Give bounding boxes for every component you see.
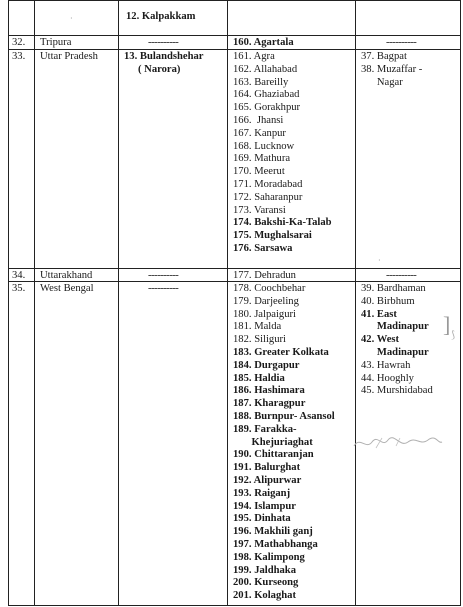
list-item: 168. Lucknow	[233, 140, 295, 152]
dash-placeholder: ----------	[386, 37, 417, 48]
stray-mark: ·	[378, 256, 381, 265]
list-item: 172. Saharanpur	[233, 191, 303, 203]
list-item: 165. Gorakhpur	[233, 102, 301, 114]
list-item: 171. Moradabad	[233, 178, 303, 190]
row-number: 35.	[12, 283, 26, 294]
state-name: Uttar Pradesh	[40, 51, 98, 62]
rule-col-2	[34, 0, 35, 606]
city-list	[233, 51, 332, 256]
list-item: 41. East	[361, 308, 397, 320]
row-number: 32.	[12, 37, 26, 48]
list-item: 167. Kanpur	[233, 127, 286, 139]
dash-placeholder: ----------	[148, 270, 179, 281]
city-list	[233, 283, 335, 603]
rule-col-3	[118, 0, 119, 606]
list-item: Nagar	[361, 76, 403, 88]
list-item: 161. Agra	[233, 51, 275, 62]
list-item: 37. Bagpat	[361, 51, 407, 62]
row-number: 33.	[12, 51, 26, 62]
rule-col-right	[460, 0, 461, 606]
list-item: 42. West	[361, 334, 400, 346]
list-item: 200. Kurseong	[233, 577, 299, 589]
list-item: 179. Darjeeling	[233, 295, 299, 307]
list-item: 178. Coochbehar	[233, 283, 306, 294]
list-item: 182. Siliguri	[233, 334, 286, 346]
list-item: 176. Sarsawa	[233, 242, 293, 254]
list-item: 170. Meerut	[233, 166, 285, 178]
list-item: Khejuriaghat	[233, 436, 313, 448]
list-item: 197. Mathabhanga	[233, 538, 318, 550]
handwritten-mark: ⟆	[451, 330, 455, 341]
list-item: 173. Varansi	[233, 204, 286, 216]
dash-placeholder: ----------	[386, 270, 417, 281]
list-item: 43. Hawrah	[361, 359, 411, 371]
list-item: 201. Kolaghat	[233, 590, 296, 602]
list-item: 191. Balurghat	[233, 462, 301, 474]
stray-mark: ·	[70, 14, 73, 23]
state-name: West Bengal	[40, 283, 94, 294]
list-item: 169. Mathura	[233, 153, 291, 165]
list-item: 198. Kalimpong	[233, 551, 305, 563]
list-item: 188. Burnpur- Asansol	[233, 410, 335, 422]
row-number: 34.	[12, 270, 26, 281]
list-item: Madinapur	[361, 346, 429, 358]
list-item: 166. Jhansi	[233, 114, 284, 126]
list-item: 186. Hashimara	[233, 385, 305, 397]
signature-mark	[352, 434, 444, 455]
rule-row-34-top	[8, 268, 461, 269]
list-item: 183. Greater Kolkata	[233, 346, 329, 358]
list-item: 181. Malda	[233, 321, 282, 333]
list-item: 192. Alipurwar	[233, 474, 302, 486]
rule-col-4	[227, 0, 228, 606]
state-name: Uttarakhand	[40, 270, 93, 281]
rule-col-left	[8, 0, 9, 606]
list-item: 184. Durgapur	[233, 359, 300, 371]
list-item: 196. Makhili ganj	[233, 526, 313, 538]
rule-top	[8, 0, 461, 1]
list-item: 195. Dinhata	[233, 513, 291, 525]
bracket-mark: ]	[443, 312, 451, 337]
list-item: Madinapur	[361, 321, 429, 333]
list-item: 175. Mughalsarai	[233, 230, 312, 242]
city-list: 177. Dehradun	[233, 270, 296, 281]
rule-col-5	[355, 0, 356, 606]
dash-placeholder: ----------	[148, 283, 179, 294]
state-name: Tripura	[40, 37, 72, 48]
list-item: 180. Jalpaiguri	[233, 308, 296, 320]
carry-over-entry: 12. Kalpakkam	[126, 11, 196, 22]
list-item: 38. Muzaffar -	[361, 63, 423, 75]
col5-entries	[361, 283, 433, 398]
dash-placeholder: ----------	[148, 37, 179, 48]
list-item: 174. Bakshi-Ka-Talab	[233, 217, 332, 229]
rule-bottom	[8, 605, 461, 606]
list-item: 44. Hooghly	[361, 372, 414, 384]
rule-row-32-top	[8, 35, 461, 36]
list-item: 199. Jaldhaka	[233, 564, 296, 576]
list-item: 164. Ghaziabad	[233, 89, 300, 101]
list-item: 163. Bareilly	[233, 76, 289, 88]
list-item: 185. Haldia	[233, 372, 285, 384]
list-item: 162. Allahabad	[233, 63, 298, 75]
list-item: 193. Raiganj	[233, 487, 291, 499]
city-list: 160. Agartala	[233, 37, 294, 48]
col3-entry: 13. Bulandshehar ( Narora)	[124, 51, 204, 75]
list-item: 194. Islampur	[233, 500, 296, 512]
list-item: 40. Birbhum	[361, 295, 415, 307]
list-item: 190. Chittaranjan	[233, 449, 314, 461]
list-item: 45. Murshidabad	[361, 385, 433, 397]
col5-entries	[361, 51, 422, 89]
list-item: 39. Bardhaman	[361, 283, 426, 294]
list-item: 187. Kharagpur	[233, 398, 306, 410]
list-item: 189. Farakka-	[233, 423, 297, 435]
